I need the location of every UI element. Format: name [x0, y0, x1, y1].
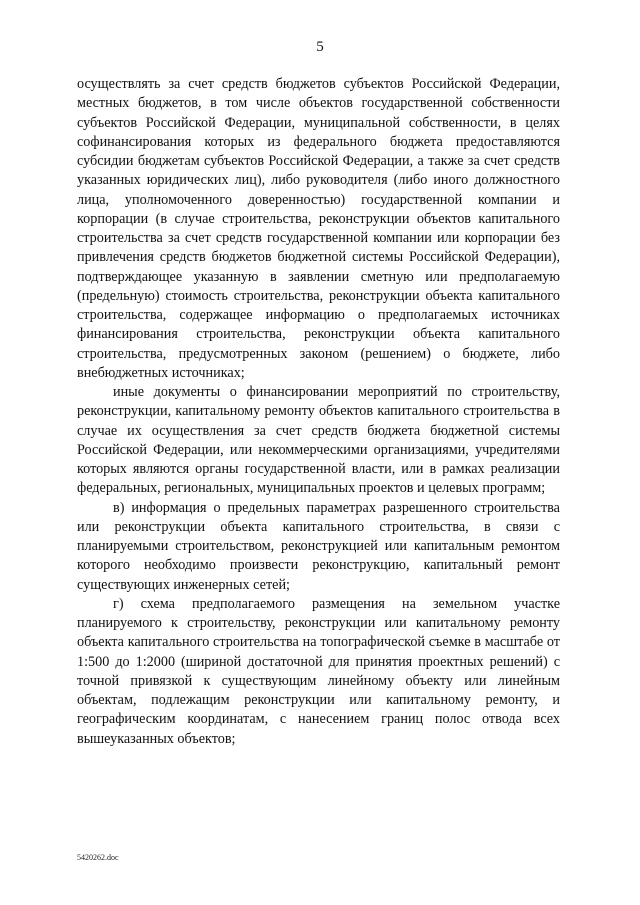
paragraph-item-g: г) схема предполагаемого размещения на земельном участке планируемого к строительству, реконструкции или капитальному ремонту объекта капитального строительства на топографической съемке в масштабе от 1:500 до 1:2000 (шириной достаточной для принятия проектных решений) с точной привязкой к существующим линейному объекту или линейным объектам, подлежащим реконструкции или капитальному ремонту, и географическим координатам, с нанесением границ полос отвода всех вышеуказанных объектов; [77, 595, 560, 747]
document-body [77, 75, 560, 749]
file-name-footer: 5420262.doc [77, 853, 119, 862]
page-number: 5 [316, 39, 324, 55]
paragraph-continuation: осуществлять за счет средств бюджетов субъектов Российской Федерации, местных бюджетов, в том числе объектов государственной собственности субъектов Российской Федерации, муниципальной собственности, в целях софинансирования которых из федерального бюджета предоставляются субсидии бюджетам субъектов Российской Федерации, а также за счет средств указанных юридических лиц), либо руководителя (либо иного должностного лица, уполномоченного доверенностью) государственной компании и корпорации (в случае строительства, реконструкции объектов капитального строительства за счет средств государственной компании или корпорации без привлечения средств бюджетов бюджетной системы Российской Федерации), подтверждающее указанную в заявлении сметную или предполагаемую (предельную) стоимость строительства, реконструкции объекта капитального строительства, содержащее информацию о предполагаемых источниках финансирования строительства, реконструкции объекта капитального строительства, предусмотренных законом (решением) о бюджете, либо внебюджетных источниках; [77, 76, 560, 381]
paragraph-other-documents: иные документы о финансировании мероприятий по строительству, реконструкции, капитальному ремонту объектов капитального строительства в случае их осуществления за счет средств бюджета бюджетной системы Российской Федерации, или некоммерческими организациями, учредителями которых являются органы государственной власти, или в рамках реализации федеральных, региональных, муниципальных проектов и целевых программ; [77, 384, 560, 497]
paragraph-item-v: в) информация о предельных параметрах разрешенного строительства или реконструкции объекта капитального строительства, в связи с планируемыми строительством, реконструкцией или капитальным ремонтом которого необходимо произвести реконструкцию, капитальный ремонт существующих инженерных сетей; [77, 499, 560, 593]
